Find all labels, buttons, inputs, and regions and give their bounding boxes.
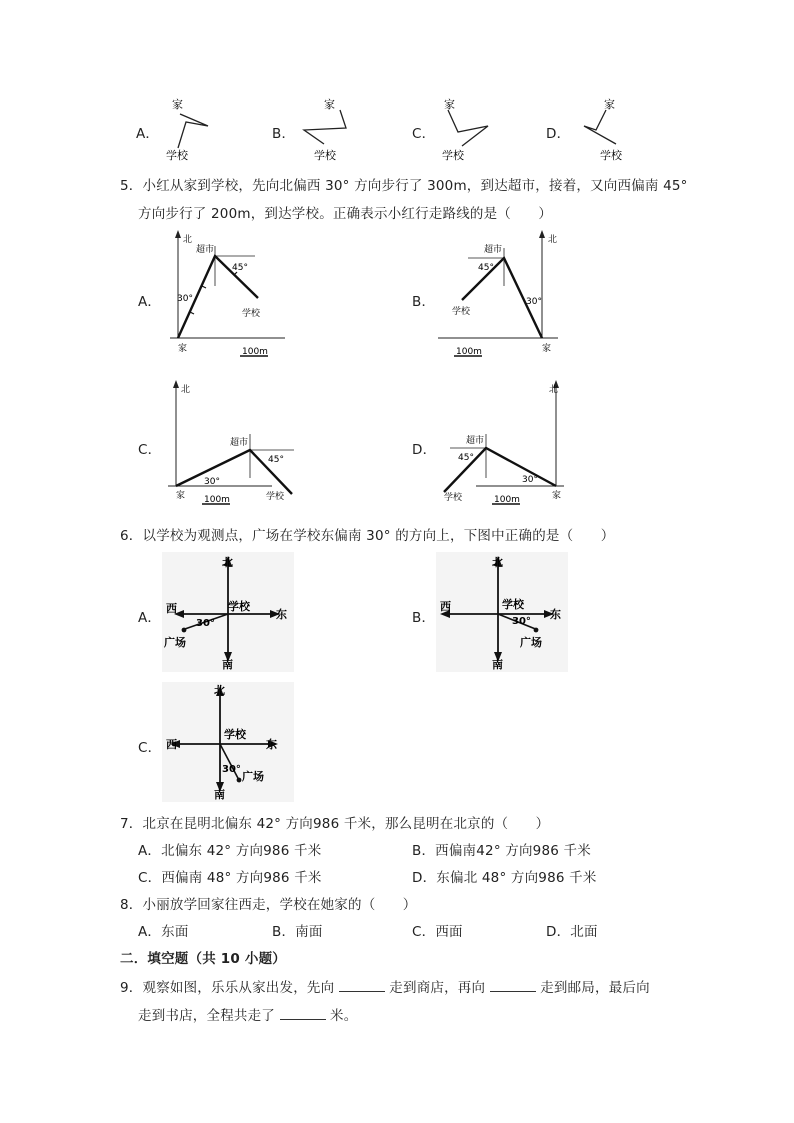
svg-text:家: 家	[552, 491, 562, 501]
svg-text:100m: 100m	[204, 495, 230, 505]
svg-text:西: 西	[166, 738, 177, 751]
svg-text:北: 北	[222, 556, 233, 569]
q6-option-a-figure	[162, 552, 294, 672]
svg-text:30°: 30°	[196, 618, 215, 629]
svg-text:西: 西	[166, 602, 177, 615]
svg-text:超市: 超市	[196, 245, 215, 255]
q8-stem: 8．小丽放学回家往西走，学校在她家的（ ）	[120, 897, 417, 913]
q7-stem: 7．北京在昆明北偏东 42° 方向986 千米，那么昆明在北京的（ ）	[120, 816, 550, 832]
q7-option-c[interactable]: C．西偏南 48° 方向986 千米	[138, 870, 322, 886]
q4-a-home-label: 家	[172, 98, 183, 111]
svg-text:北: 北	[548, 235, 558, 245]
svg-text:北: 北	[214, 684, 225, 697]
q5-stem-line2: 方向步行了 200m，到达学校。正确表示小红行走路线的是（ ）	[138, 206, 553, 222]
svg-text:家: 家	[176, 491, 186, 501]
q8-option-a[interactable]: A．东面	[138, 924, 189, 940]
q8-option-b[interactable]: B．南面	[272, 924, 323, 940]
svg-text:南: 南	[492, 658, 503, 671]
q4-option-c-letter[interactable]: C．	[412, 126, 436, 142]
svg-text:30°: 30°	[204, 477, 220, 487]
svg-text:超市: 超市	[230, 438, 249, 448]
q6-option-b-letter[interactable]: B．	[412, 610, 436, 626]
svg-text:学校: 学校	[224, 728, 246, 741]
q9-line2	[138, 1004, 357, 1024]
svg-text:家: 家	[542, 344, 552, 354]
q4-d-school-label: 学校	[600, 149, 622, 162]
q7-option-a[interactable]: A．北偏东 42° 方向986 千米	[138, 843, 322, 859]
svg-text:广场: 广场	[164, 636, 186, 649]
svg-text:东: 东	[276, 608, 287, 621]
q9-text-2: 走到商店，再向	[389, 980, 486, 996]
svg-text:学校: 学校	[266, 492, 285, 502]
svg-text:100m: 100m	[456, 347, 482, 357]
svg-text:北: 北	[183, 235, 193, 245]
q9-line1	[120, 976, 650, 996]
q6-option-b-figure	[436, 552, 568, 672]
q4-d-home-label: 家	[604, 98, 615, 111]
q8-option-c[interactable]: C．西面	[412, 924, 463, 940]
q7-option-b[interactable]: B．西偏南42° 方向986 千米	[412, 843, 591, 859]
svg-text:家: 家	[178, 344, 188, 354]
q5-option-d-letter[interactable]: D．	[412, 442, 437, 458]
svg-text:45°: 45°	[232, 263, 248, 273]
svg-text:南: 南	[222, 658, 233, 671]
svg-text:超市: 超市	[466, 436, 485, 446]
svg-text:广场: 广场	[242, 770, 264, 783]
q4-option-d-letter[interactable]: D．	[546, 126, 571, 142]
q9-blank-2[interactable]	[490, 979, 536, 992]
svg-text:100m: 100m	[242, 347, 268, 357]
q4-option-d-figure	[570, 96, 630, 164]
svg-text:100m: 100m	[494, 495, 520, 505]
q5-option-a-figure	[160, 226, 290, 361]
q4-option-b-figure	[296, 96, 356, 164]
svg-text:45°: 45°	[458, 453, 474, 463]
svg-text:30°: 30°	[177, 294, 193, 304]
q5-option-c-letter[interactable]: C．	[138, 442, 162, 458]
q9-text-4: 走到书店，全程共走了	[138, 1008, 275, 1024]
svg-text:东: 东	[550, 608, 561, 621]
q5-option-b-figure	[438, 226, 568, 361]
q9-text-1: 9．观察如图，乐乐从家出发，先向	[120, 980, 335, 996]
q4-option-b-letter[interactable]: B．	[272, 126, 296, 142]
q9-blank-3[interactable]	[280, 1007, 326, 1020]
q6-option-c-figure	[162, 682, 294, 802]
svg-text:东: 东	[266, 738, 277, 751]
svg-text:北: 北	[181, 385, 191, 395]
q6-stem: 6．以学校为观测点，广场在学校东偏南 30° 的方向上，下图中正确的是（ ）	[120, 528, 615, 544]
q4-c-home-label: 家	[444, 98, 455, 111]
svg-text:南: 南	[214, 788, 225, 801]
q5-option-d-figure	[436, 378, 576, 508]
svg-text:30°: 30°	[222, 764, 241, 775]
q4-a-school-label: 学校	[166, 149, 188, 162]
q4-b-home-label: 家	[324, 98, 335, 111]
q5-option-b-letter[interactable]: B．	[412, 294, 436, 310]
q4-option-a-figure	[160, 96, 220, 164]
q7-option-d[interactable]: D．东偏北 48° 方向986 千米	[412, 870, 597, 886]
svg-text:30°: 30°	[526, 297, 542, 307]
svg-text:北: 北	[549, 385, 559, 395]
svg-text:学校: 学校	[452, 307, 471, 317]
svg-text:学校: 学校	[228, 600, 250, 613]
svg-text:广场: 广场	[520, 636, 542, 649]
q5-option-c-figure	[162, 378, 302, 508]
q6-option-a-letter[interactable]: A．	[138, 610, 162, 626]
svg-text:30°: 30°	[522, 475, 538, 485]
q5-option-a-letter[interactable]: A．	[138, 294, 162, 310]
q8-option-d[interactable]: D．北面	[546, 924, 598, 940]
q6-option-c-letter[interactable]: C．	[138, 740, 162, 756]
q4-option-a-letter[interactable]: A．	[136, 126, 160, 142]
svg-text:45°: 45°	[268, 455, 284, 465]
svg-text:学校: 学校	[502, 598, 524, 611]
svg-text:学校: 学校	[444, 493, 463, 503]
svg-text:北: 北	[492, 556, 503, 569]
q4-b-school-label: 学校	[314, 149, 336, 162]
svg-text:45°: 45°	[478, 263, 494, 273]
q4-c-school-label: 学校	[442, 149, 464, 162]
svg-text:超市: 超市	[484, 245, 503, 255]
q9-text-5: 米。	[330, 1008, 358, 1024]
q9-blank-1[interactable]	[339, 979, 385, 992]
q5-stem-line1: 5．小红从家到学校，先向北偏西 30° 方向步行了 300m，到达超市，接着，又向西偏南 45°	[120, 178, 688, 194]
svg-text:学校: 学校	[242, 309, 261, 319]
section-heading: 二．填空题（共 10 小题）	[120, 951, 286, 967]
q9-text-3: 走到邮局，最后向	[540, 980, 650, 996]
svg-text:西: 西	[440, 600, 451, 613]
q4-option-c-figure	[436, 96, 496, 164]
svg-text:30°: 30°	[512, 616, 531, 627]
